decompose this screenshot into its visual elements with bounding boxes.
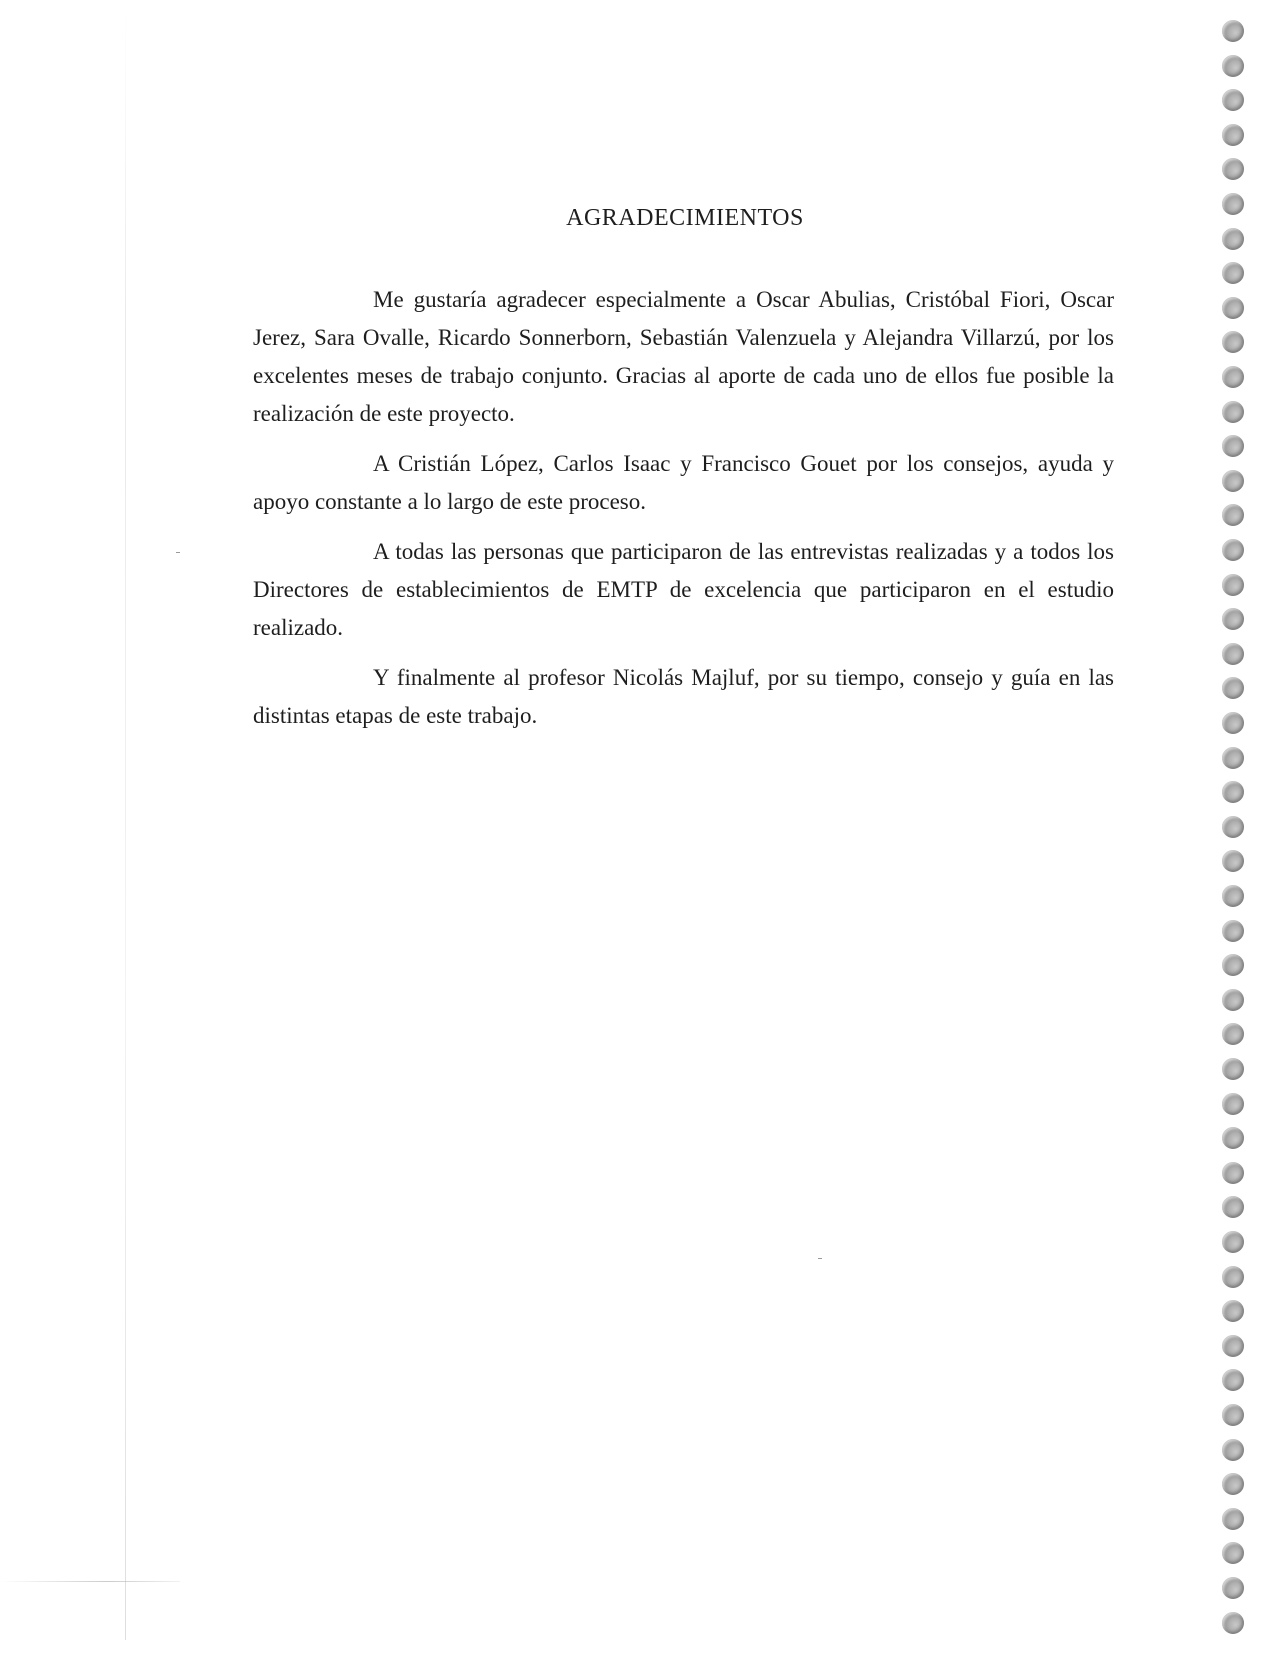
binding-hole-icon <box>1222 1093 1244 1115</box>
binding-hole-icon <box>1222 677 1244 699</box>
binding-hole-icon <box>1222 1058 1244 1080</box>
binding-hole-icon <box>1222 20 1244 42</box>
binding-hole-icon <box>1222 1127 1244 1149</box>
binding-hole-icon <box>1222 989 1244 1011</box>
binding-hole-icon <box>1222 504 1244 526</box>
scan-speck <box>176 552 180 553</box>
spiral-binding <box>1222 20 1248 1645</box>
binding-hole-icon <box>1222 1266 1244 1288</box>
binding-hole-icon <box>1222 435 1244 457</box>
binding-hole-icon <box>1222 1369 1244 1391</box>
binding-hole-icon <box>1222 1508 1244 1530</box>
binding-hole-icon <box>1222 1300 1244 1322</box>
binding-hole-icon <box>1222 1335 1244 1357</box>
scan-margin-line <box>125 10 126 1640</box>
binding-hole-icon <box>1222 331 1244 353</box>
binding-hole-icon <box>1222 55 1244 77</box>
binding-hole-icon <box>1222 1577 1244 1599</box>
binding-hole-icon <box>1222 608 1244 630</box>
binding-hole-icon <box>1222 366 1244 388</box>
binding-hole-icon <box>1222 228 1244 250</box>
binding-hole-icon <box>1222 712 1244 734</box>
binding-hole-icon <box>1222 1473 1244 1495</box>
paragraph: A todas las personas que participaron de las entrevistas realizadas y a todos los Directores de establecimientos de EMTP de excelencia que participaron en el estudio realizado. <box>253 539 1114 640</box>
binding-hole-icon <box>1222 297 1244 319</box>
document-body <box>253 281 1114 747</box>
binding-hole-icon <box>1222 954 1244 976</box>
scan-margin-mark <box>0 1581 180 1582</box>
binding-hole-icon <box>1222 401 1244 423</box>
binding-hole-icon <box>1222 193 1244 215</box>
binding-hole-icon <box>1222 1612 1244 1634</box>
binding-hole-icon <box>1222 1162 1244 1184</box>
paragraph: A Cristián López, Carlos Isaac y Francisco Gouet por los consejos, ayuda y apoyo constante a lo largo de este proceso. <box>253 451 1114 514</box>
binding-hole-icon <box>1222 470 1244 492</box>
binding-hole-icon <box>1222 1023 1244 1045</box>
binding-hole-icon <box>1222 124 1244 146</box>
binding-hole-icon <box>1222 850 1244 872</box>
page-title: AGRADECIMIENTOS <box>566 205 804 231</box>
binding-hole-icon <box>1222 747 1244 769</box>
binding-hole-icon <box>1222 643 1244 665</box>
binding-hole-icon <box>1222 1231 1244 1253</box>
binding-hole-icon <box>1222 89 1244 111</box>
binding-hole-icon <box>1222 262 1244 284</box>
binding-hole-icon <box>1222 920 1244 942</box>
binding-hole-icon <box>1222 1404 1244 1426</box>
binding-hole-icon <box>1222 1542 1244 1564</box>
binding-hole-icon <box>1222 1196 1244 1218</box>
scan-speck <box>818 1258 822 1259</box>
binding-hole-icon <box>1222 885 1244 907</box>
paragraph: Y finalmente al profesor Nicolás Majluf, por su tiempo, consejo y guía en las distintas etapas de este trabajo. <box>253 665 1114 728</box>
binding-hole-icon <box>1222 781 1244 803</box>
binding-hole-icon <box>1222 574 1244 596</box>
binding-hole-icon <box>1222 816 1244 838</box>
binding-hole-icon <box>1222 539 1244 561</box>
binding-hole-icon <box>1222 1439 1244 1461</box>
binding-hole-icon <box>1222 158 1244 180</box>
paragraph: Me gustaría agradecer especialmente a Oscar Abulias, Cristóbal Fiori, Oscar Jerez, Sara Ovalle, Ricardo Sonnerborn, Sebastián Valenzuela y Alejandra Villarzú, por los excelentes meses de trabajo conjunto. Gracias al aporte de cada uno de ellos fue posible la realización de este proyecto. <box>253 287 1114 426</box>
